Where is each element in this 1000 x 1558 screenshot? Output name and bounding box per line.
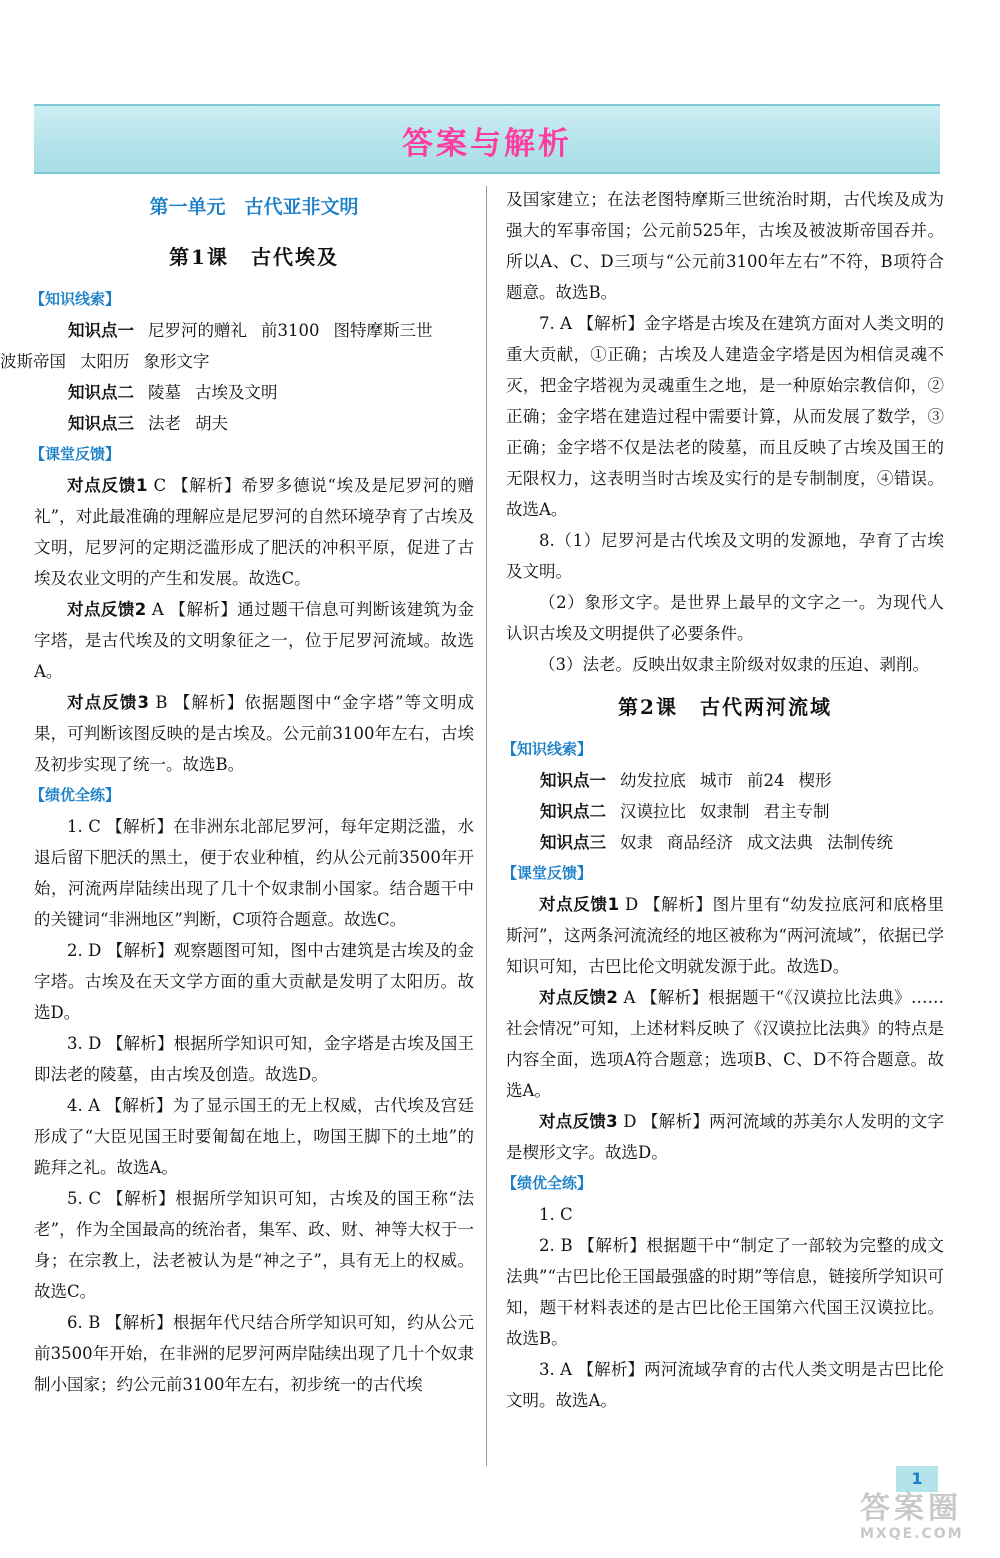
page-title: 答案与解析 (402, 126, 572, 162)
answer-item: 1. C 【解析】在非洲东北部尼罗河，每年定期泛滥，水退后留下肥沃的黑土，便于农业种植，约从公元前3500年开始，河流两岸陆续出现了几十个奴隶制小国家。结合题干中的关键词“非洲地区”判断，C项符合题意。故选C。 (34, 817, 474, 929)
answer-item: 7. A 【解析】金字塔是古埃及在建筑方面对人类文明的重大贡献，①正确；古埃及人建造金字塔是因为相信灵魂不灭，把金字塔视为灵魂重生之地，是一种原始宗教信仰，②正确；金字塔在建造过程中需要计算，从而发展了数学，③正确；金字塔不仅是法老的陵墓，而且反映了古埃及国王的无限权力，这表明当时古埃及实行的是专制制度，④错误。故选A。 (506, 314, 944, 519)
lesson-title-1: 第1课 古代埃及 (169, 245, 339, 269)
left-column (0, 184, 475, 1400)
section-tag-knowledge-clues: 【知识线索】 (502, 740, 593, 758)
header-banner (34, 104, 940, 174)
answer-item: 2. D 【解析】观察题图可知，图中古建筑是古埃及的金字塔。古埃及在天文学方面的重大贡献是发明了太阳历。故选D。 (34, 941, 474, 1022)
feedback-item: 对点反馈2 A 【解析】通过题干信息可判断该建筑为金字塔，是古代埃及的文明象征之一，位于尼罗河流域。故选A。 (34, 600, 475, 681)
knowledge-point-3: 知识点三 奴隶 商品经济 成文法典 法制传统 (540, 833, 893, 852)
knowledge-point-2: 知识点二 汉谟拉比 奴隶制 君主专制 (540, 802, 830, 821)
section-tag-knowledge-clues: 【知识线索】 (30, 290, 121, 308)
knowledge-point-1: 知识点一 幼发拉底 城市 前24 楔形 (540, 771, 832, 790)
section-tag-class-feedback: 【课堂反馈】 (30, 445, 121, 463)
answer-item: 3. A 【解析】两河流域孕育的古代人类文明是古巴比伦文明。故选A。 (506, 1360, 944, 1410)
watermark-logo: 答案圈 MXQE.COM (860, 1491, 964, 1542)
answer-item: 4. A 【解析】为了显示国王的无上权威，古代埃及宫廷形成了“大臣见国王时要匍匐在地上，吻国王脚下的土地”的跪拜之礼。故选A。 (34, 1096, 474, 1177)
unit-title: 第一单元 古代亚非文明 (149, 196, 359, 218)
knowledge-point-1: 知识点一 尼罗河的赠礼 前3100 图特摩斯三世 波斯帝国 太阳历 象形文字 (0, 321, 433, 371)
answer-item: 2. B 【解析】根据题干中“制定了一部较为完整的成文法典”“古巴比伦王国最强盛的时期”等信息，链接所学知识可知，题干材料表述的是古巴比伦王国第六代国王汉谟拉比。故选B。 (506, 1236, 944, 1348)
feedback-item: 对点反馈1 D 【解析】图片里有“幼发拉底河和底格里斯河”，这两条河流流经的地区被称为“两河流域”，依据已学知识可知，古巴比伦文明就发源于此。故选D。 (506, 895, 945, 976)
section-tag-class-feedback: 【课堂反馈】 (502, 864, 593, 882)
section-tag-practice: 【绩优全练】 (30, 786, 121, 804)
answer-item: 8.（1）尼罗河是古代埃及文明的发源地，孕育了古埃及文明。 (506, 531, 944, 581)
page-number: 1 (896, 1466, 938, 1492)
answer-item: 1. C (539, 1205, 573, 1224)
feedback-item: 对点反馈1 C 【解析】希罗多德说“埃及是尼罗河的赠礼”，对此最准确的理解应是尼罗河的自然环境孕育了古埃及文明，尼罗河的定期泛滥形成了肥沃的冲积平原，促进了古埃及农业文明的产生和发展。故选C。 (34, 476, 474, 588)
knowledge-point-2: 知识点二 陵墓 古埃及文明 (68, 383, 278, 402)
answer-item: 6. B 【解析】根据年代尺结合所学知识可知，约从公元前3500年开始，在非洲的尼罗河两岸陆续出现了几十个奴隶制小国家；约公元前3100年左右，初步统一的古代埃 (34, 1313, 474, 1394)
knowledge-point-3: 知识点三 法老 胡夫 (68, 414, 228, 433)
answer-item: 3. D 【解析】根据所学知识可知，金字塔是古埃及国王即法老的陵墓，由古埃及创造。故选D。 (34, 1034, 474, 1084)
answer-item-continued: 及国家建立；在法老图特摩斯三世统治时期，古代埃及成为强大的军事帝国；公元前525年，古埃及被波斯帝国吞并。所以A、C、D三项与“公元前3100年左右”不符，B项符合题意。故选B。 (506, 190, 944, 302)
feedback-item: 对点反馈2 A 【解析】根据题干“《汉谟拉比法典》……社会情况”可知，上述材料反映了《汉谟拉比法典》的特点是内容全面，选项A符合题意；选项B、C、D不符合题意。故选A。 (506, 988, 944, 1100)
column-divider (486, 186, 487, 1466)
answer-item: （2）象形文字。是世界上最早的文字之一。为现代人认识古埃及文明提供了必要条件。 (506, 593, 944, 643)
answer-item: （3）法老。反映出奴隶主阶级对奴隶的压迫、剥削。 (539, 655, 929, 674)
section-tag-practice: 【绩优全练】 (502, 1174, 593, 1192)
feedback-item: 对点反馈3 D 【解析】两河流域的苏美尔人发明的文字是楔形文字。故选D。 (506, 1112, 945, 1162)
lesson-title-2: 第2课 古代两河流域 (618, 695, 832, 719)
feedback-item: 对点反馈3 B 【解析】依据题图中“金字塔”等文明成果，可判断该图反映的是古埃及。公元前3100年左右，古埃及初步实现了统一。故选B。 (34, 693, 474, 774)
right-column (502, 184, 945, 1416)
answer-item: 5. C 【解析】根据所学知识可知，古埃及的国王称“法老”，作为全国最高的统治者，集军、政、财、神等大权于一身；在宗教上，法老被认为是“神之子”，具有无上的权威。故选C。 (34, 1189, 474, 1301)
